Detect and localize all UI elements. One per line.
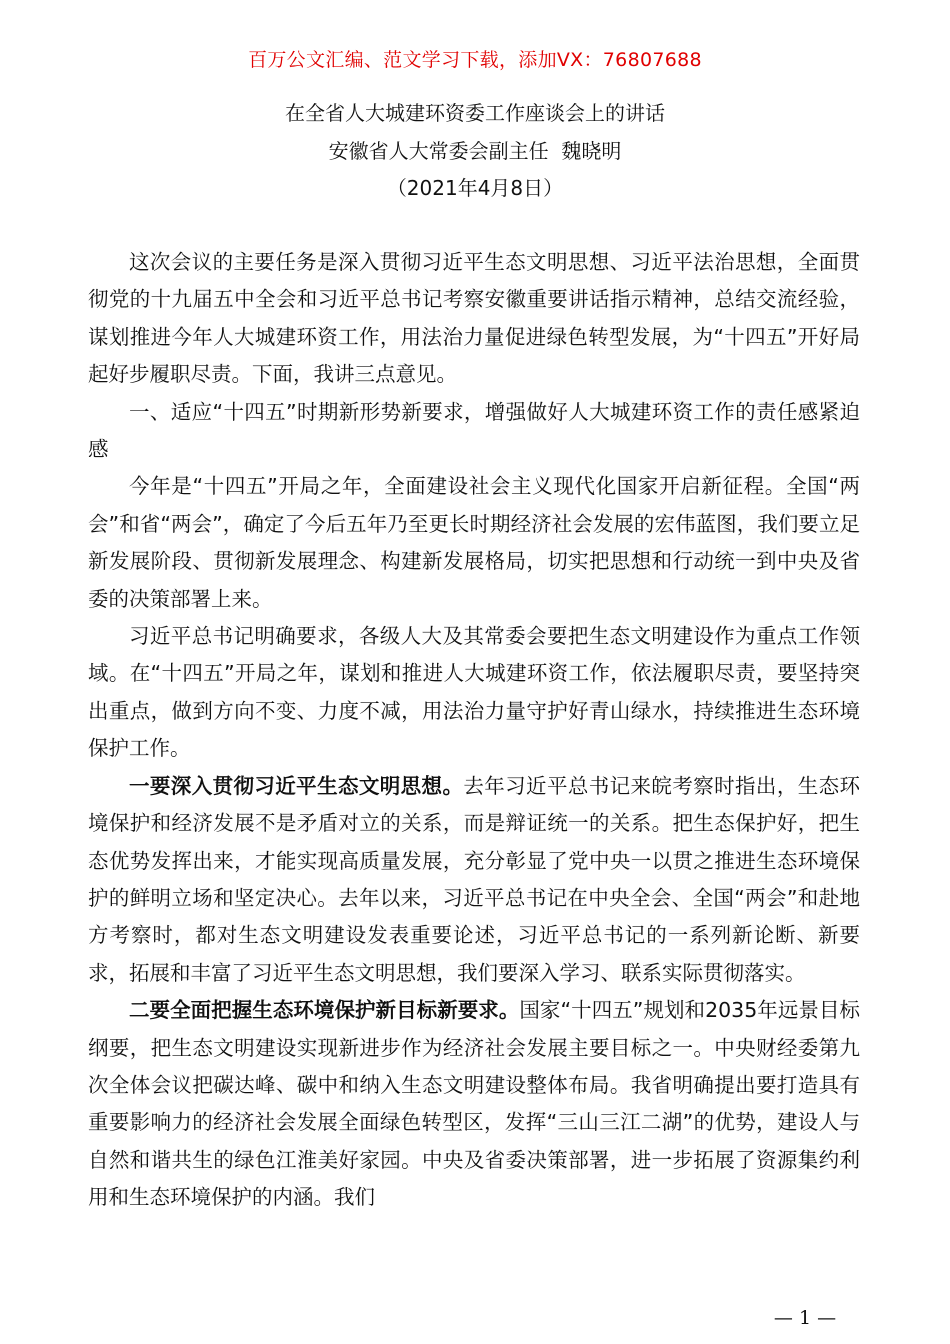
paragraph: 今年是“十四五”开局之年，全面建设社会主义现代化国家开启新征程。全国“两会”和省“两会”，确定了今后五年乃至更长时期经济社会发展的宏伟蓝图，我们要立足新发展阶段、贯彻新发展理念、构建新发展格局，切实把思想和行动统一到中央及省委的决策部署上来。	[88, 474, 860, 611]
section-heading-one: 一、适应“十四五”时期新形势新要求，增强做好人大城建环资工作的责任感紧迫感	[88, 399, 860, 462]
point-lead: 一要深入贯彻习近平生态文明思想。	[129, 773, 464, 798]
point-lead: 二要全面把握生态环境保护新目标新要求。	[129, 998, 520, 1023]
paragraph: 习近平总书记明确要求，各级人大及其常委会要把生态文明建设作为重点工作领域。在“十四五”开局之年，谋划和推进人大城建环资工作，依法履职尽责，要坚持突出重点，做到方向不变、力度不减，用法治力量守护好青山绿水，持续推进生态环境保护工作。	[88, 624, 860, 761]
paragraph-intro: 这次会议的主要任务是深入贯彻习近平生态文明思想、习近平法治思想，全面贯彻党的十九届五中全会和习近平总书记考察安徽重要讲话指示精神，总结交流经验，谋划推进今年人大城建环资工作，用法治力量促进绿色转型发展，为“十四五”开好局起好步履职尽责。下面，我讲三点意见。	[88, 250, 860, 387]
speaker-line: 安徽省人大常委会副主任 魏晓明	[328, 139, 622, 163]
speech-title: 在全省人大城建环资委工作座谈会上的讲话	[285, 101, 665, 125]
watermark-banner: 百万公文汇编、范文学习下载，添加VX：76807688	[248, 49, 702, 71]
speech-body	[88, 244, 860, 1217]
speech-date: （2021年4月8日）	[386, 176, 564, 200]
paragraph-point-two: 二要全面把握生态环境保护新目标新要求。国家“十四五”规划和2035年远景目标纲要，把生态文明建设实现新进步作为经济社会发展主要目标之一。中央财经委第九次全体会议把碳达峰、碳中和纳入生态文明建设整体布局。我省明确提出要打造具有重要影响力的经济社会发展全面绿色转型区，发挥“三山三江二湖”的优势，建设人与自然和谐共生的绿色江淮美好家园。中央及省委决策部署，进一步拓展了资源集约利用和生态环境保护的内涵。我们	[88, 998, 860, 1210]
paragraph-point-one: 一要深入贯彻习近平生态文明思想。去年习近平总书记来皖考察时指出，生态环境保护和经济发展不是矛盾对立的关系，而是辩证统一的关系。把生态保护好，把生态优势发挥出来，才能实现高质量发展，充分彰显了党中央一以贯之推进生态环境保护的鲜明立场和坚定决心。去年以来，习近平总书记在中央全会、全国“两会”和赴地方考察时，都对生态文明建设发表重要论述，习近平总书记的一系列新论断、新要求，拓展和丰富了习近平生态文明思想，我们要深入学习、联系实际贯彻落实。	[88, 773, 861, 985]
page-number: — 1 —	[773, 1307, 837, 1329]
